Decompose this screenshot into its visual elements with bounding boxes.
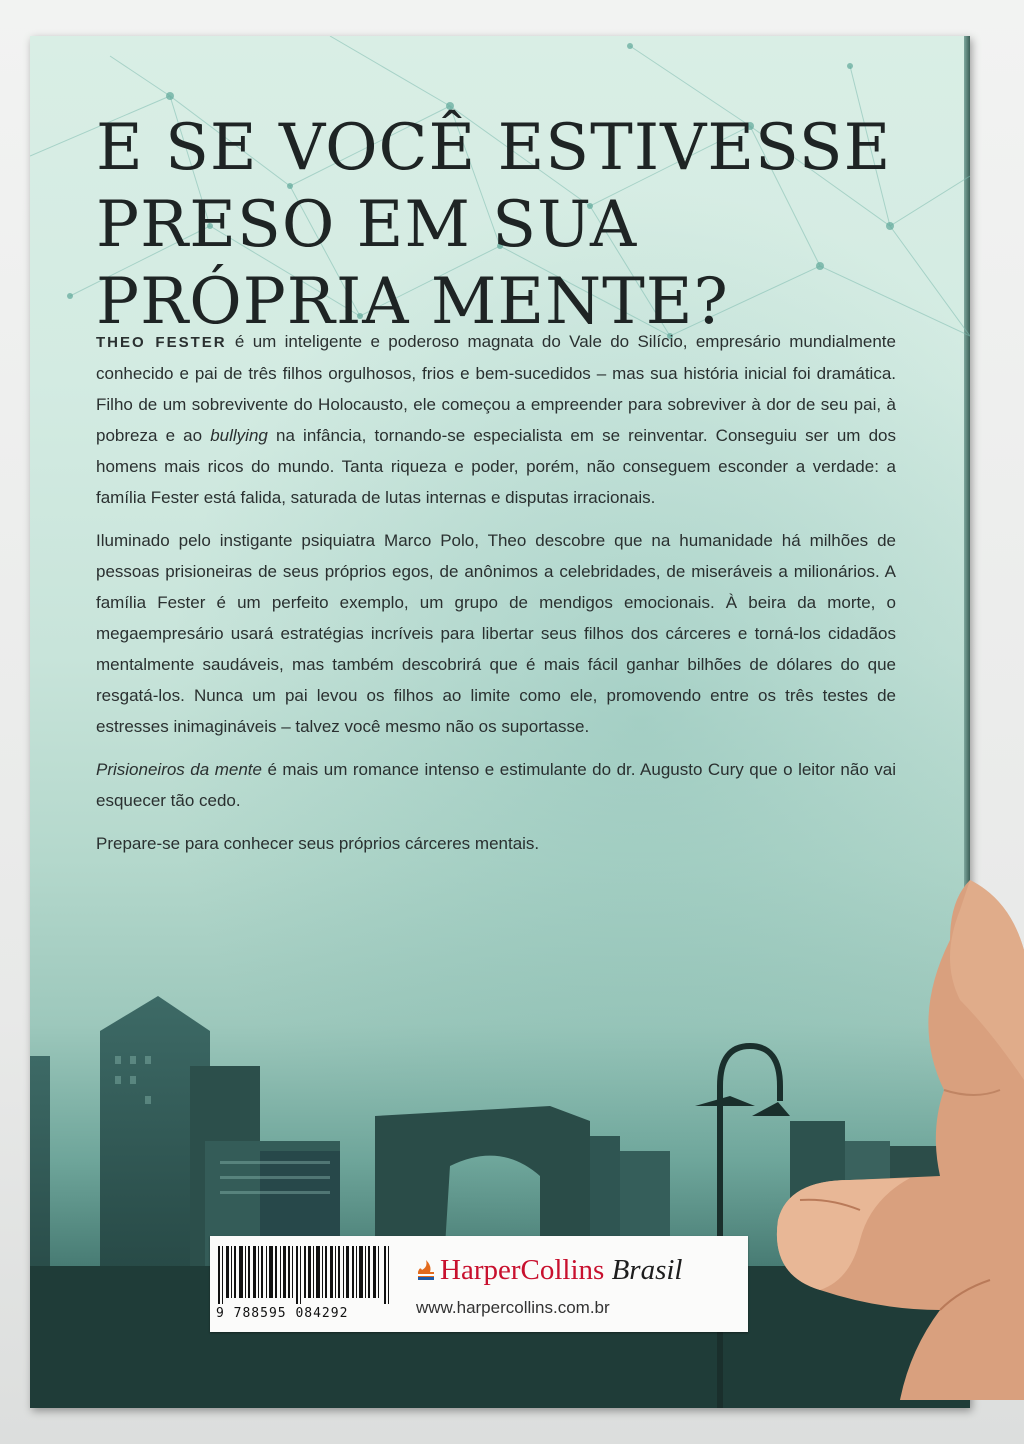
barcode <box>218 1246 392 1304</box>
book-title: Prisioneiros da mente <box>96 760 262 779</box>
character-name: THEO FESTER <box>96 334 227 351</box>
headline-line-2: PRESO EM SUA <box>96 188 638 262</box>
synopsis-p1-italic: bullying <box>210 426 268 445</box>
publisher-flame-icon <box>416 1258 436 1282</box>
synopsis-p3-text: é mais um romance intenso e estimulante do dr. Augusto Cury que o leitor não vai esquecer tão cedo. <box>96 760 896 810</box>
synopsis-paragraph-3 <box>96 754 896 816</box>
synopsis <box>96 326 896 871</box>
publisher-region: Brasil <box>611 1254 683 1286</box>
synopsis-p1-text-a: é um inteligente e poderoso magnata do Vale do Silício, empresário mundialmente conhecido e pai de três filhos orgulhosos, frios e bem-sucedidos – mas sua história inicial foi dramática. Filho de um sobrevivente do Holocausto, ele começou a empreender para sobreviver à dor de seu pai, à pobreza e ao <box>96 332 896 445</box>
publisher-name-text: HarperCollins <box>440 1254 605 1286</box>
headline <box>96 110 936 341</box>
hand-holding-book <box>760 880 1024 1400</box>
synopsis-p1-text-b: na infância, tornando-se especialista em se reinventar. Conseguiu ser um dos homens mais ricos do mundo. Tanta riqueza e poder, porém, não conseguem esconder a verdade: a família Fester está falida, saturada de lutas internas e disputas irracionais. <box>96 426 896 507</box>
synopsis-paragraph-1 <box>96 326 896 513</box>
synopsis-paragraph-2: Iluminado pelo instigante psiquiatra Marco Polo, Theo descobre que na humanidade há milhões de pessoas prisioneiras de seus próprios egos, de anônimos a celebridades, de miseráveis a milionários. A família Fester é um perfeito exemplo, um grupo de mendigos emocionais. À beira da morte, o megaempresário usará estratégias incríveis para libertar seus filhos dos cárceres e torná-los cidadãos mentalmente saudáveis, mas também descobrirá que é mais fácil ganhar bilhões de dólares do que resgatá-los. Nunca um pai levou os filhos ao limite como ele, promovendo entre os três testes de estresses inimagináveis – talvez você mesmo não os suportasse. <box>96 531 896 736</box>
isbn-number: 9 788595 084292 <box>216 1306 349 1321</box>
synopsis-paragraph-4: Prepare-se para conhecer seus próprios cárceres mentais. <box>96 834 540 853</box>
publisher-logo <box>416 1254 736 1286</box>
barcode-label <box>210 1236 748 1332</box>
headline-line-1: E SE VOCÊ ESTIVESSE <box>96 111 892 185</box>
publisher-name <box>440 1254 682 1286</box>
publisher-url: www.harpercollins.com.br <box>416 1298 610 1317</box>
headline-line-3: PRÓPRIA MENTE? <box>96 265 729 339</box>
